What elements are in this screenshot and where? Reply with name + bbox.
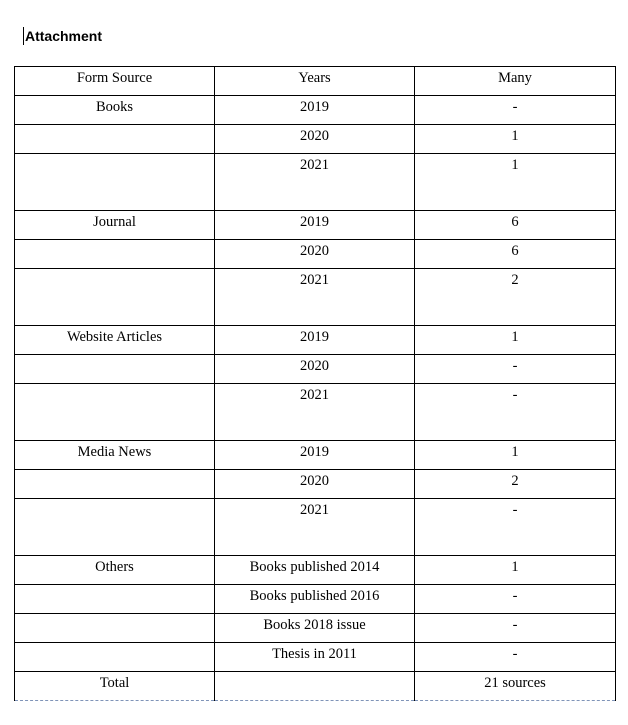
year-cell: 2019 xyxy=(215,96,415,125)
source-cell: Website Articles xyxy=(15,326,215,355)
year-cell: 2020 xyxy=(215,125,415,154)
year-cell: 2021 xyxy=(215,384,415,441)
table-row xyxy=(15,154,616,211)
year-cell: Books published 2014 xyxy=(215,556,415,585)
total-row xyxy=(15,672,616,701)
table-row xyxy=(15,614,616,643)
year-cell: 2019 xyxy=(215,211,415,240)
count-cell: 1 xyxy=(415,556,616,585)
table-row xyxy=(15,441,616,470)
year-cell: 2020 xyxy=(215,470,415,499)
table-row xyxy=(15,470,616,499)
source-cell: Others xyxy=(15,556,215,585)
count-cell: - xyxy=(415,499,616,556)
total-count: 21 sources xyxy=(415,672,616,701)
year-cell: Thesis in 2011 xyxy=(215,643,415,672)
table-row xyxy=(15,643,616,672)
sources-table xyxy=(14,66,616,701)
source-cell-continued xyxy=(15,614,215,643)
count-cell: 1 xyxy=(415,154,616,211)
table-row xyxy=(15,269,616,326)
count-cell: 1 xyxy=(415,125,616,154)
source-cell-continued xyxy=(15,643,215,672)
count-cell: - xyxy=(415,355,616,384)
count-cell: 2 xyxy=(415,470,616,499)
count-cell: - xyxy=(415,614,616,643)
source-cell: Journal xyxy=(15,211,215,240)
table-row xyxy=(15,384,616,441)
total-years-cell xyxy=(215,672,415,701)
count-cell: 1 xyxy=(415,441,616,470)
table-row xyxy=(15,326,616,355)
page-title: Attachment xyxy=(25,28,103,44)
source-cell-continued xyxy=(15,269,215,326)
year-cell: Books 2018 issue xyxy=(215,614,415,643)
table-row xyxy=(15,240,616,269)
source-cell: Books xyxy=(15,96,215,125)
source-cell-continued xyxy=(15,470,215,499)
year-cell: Books published 2016 xyxy=(215,585,415,614)
source-cell-continued xyxy=(15,355,215,384)
header-form-source: Form Source xyxy=(15,67,215,96)
header-many: Many xyxy=(415,67,616,96)
year-cell: 2021 xyxy=(215,499,415,556)
total-label: Total xyxy=(15,672,215,701)
year-cell: 2019 xyxy=(215,326,415,355)
count-cell: - xyxy=(415,585,616,614)
count-cell: - xyxy=(415,643,616,672)
table-row xyxy=(15,585,616,614)
year-cell: 2020 xyxy=(215,355,415,384)
header-row xyxy=(15,67,616,96)
source-cell: Media News xyxy=(15,441,215,470)
year-cell: 2021 xyxy=(215,154,415,211)
year-cell: 2020 xyxy=(215,240,415,269)
count-cell: 6 xyxy=(415,240,616,269)
count-cell: - xyxy=(415,96,616,125)
source-cell-continued xyxy=(15,585,215,614)
source-cell-continued xyxy=(15,125,215,154)
table-row xyxy=(15,499,616,556)
table-row xyxy=(15,125,616,154)
source-cell-continued xyxy=(15,384,215,441)
table-row xyxy=(15,211,616,240)
year-cell: 2021 xyxy=(215,269,415,326)
header-years: Years xyxy=(215,67,415,96)
source-cell-continued xyxy=(15,499,215,556)
source-cell-continued xyxy=(15,240,215,269)
count-cell: 6 xyxy=(415,211,616,240)
source-cell-continued xyxy=(15,154,215,211)
count-cell: 1 xyxy=(415,326,616,355)
table-row xyxy=(15,556,616,585)
year-cell: 2019 xyxy=(215,441,415,470)
table-row xyxy=(15,96,616,125)
count-cell: - xyxy=(415,384,616,441)
table-row xyxy=(15,355,616,384)
count-cell: 2 xyxy=(415,269,616,326)
